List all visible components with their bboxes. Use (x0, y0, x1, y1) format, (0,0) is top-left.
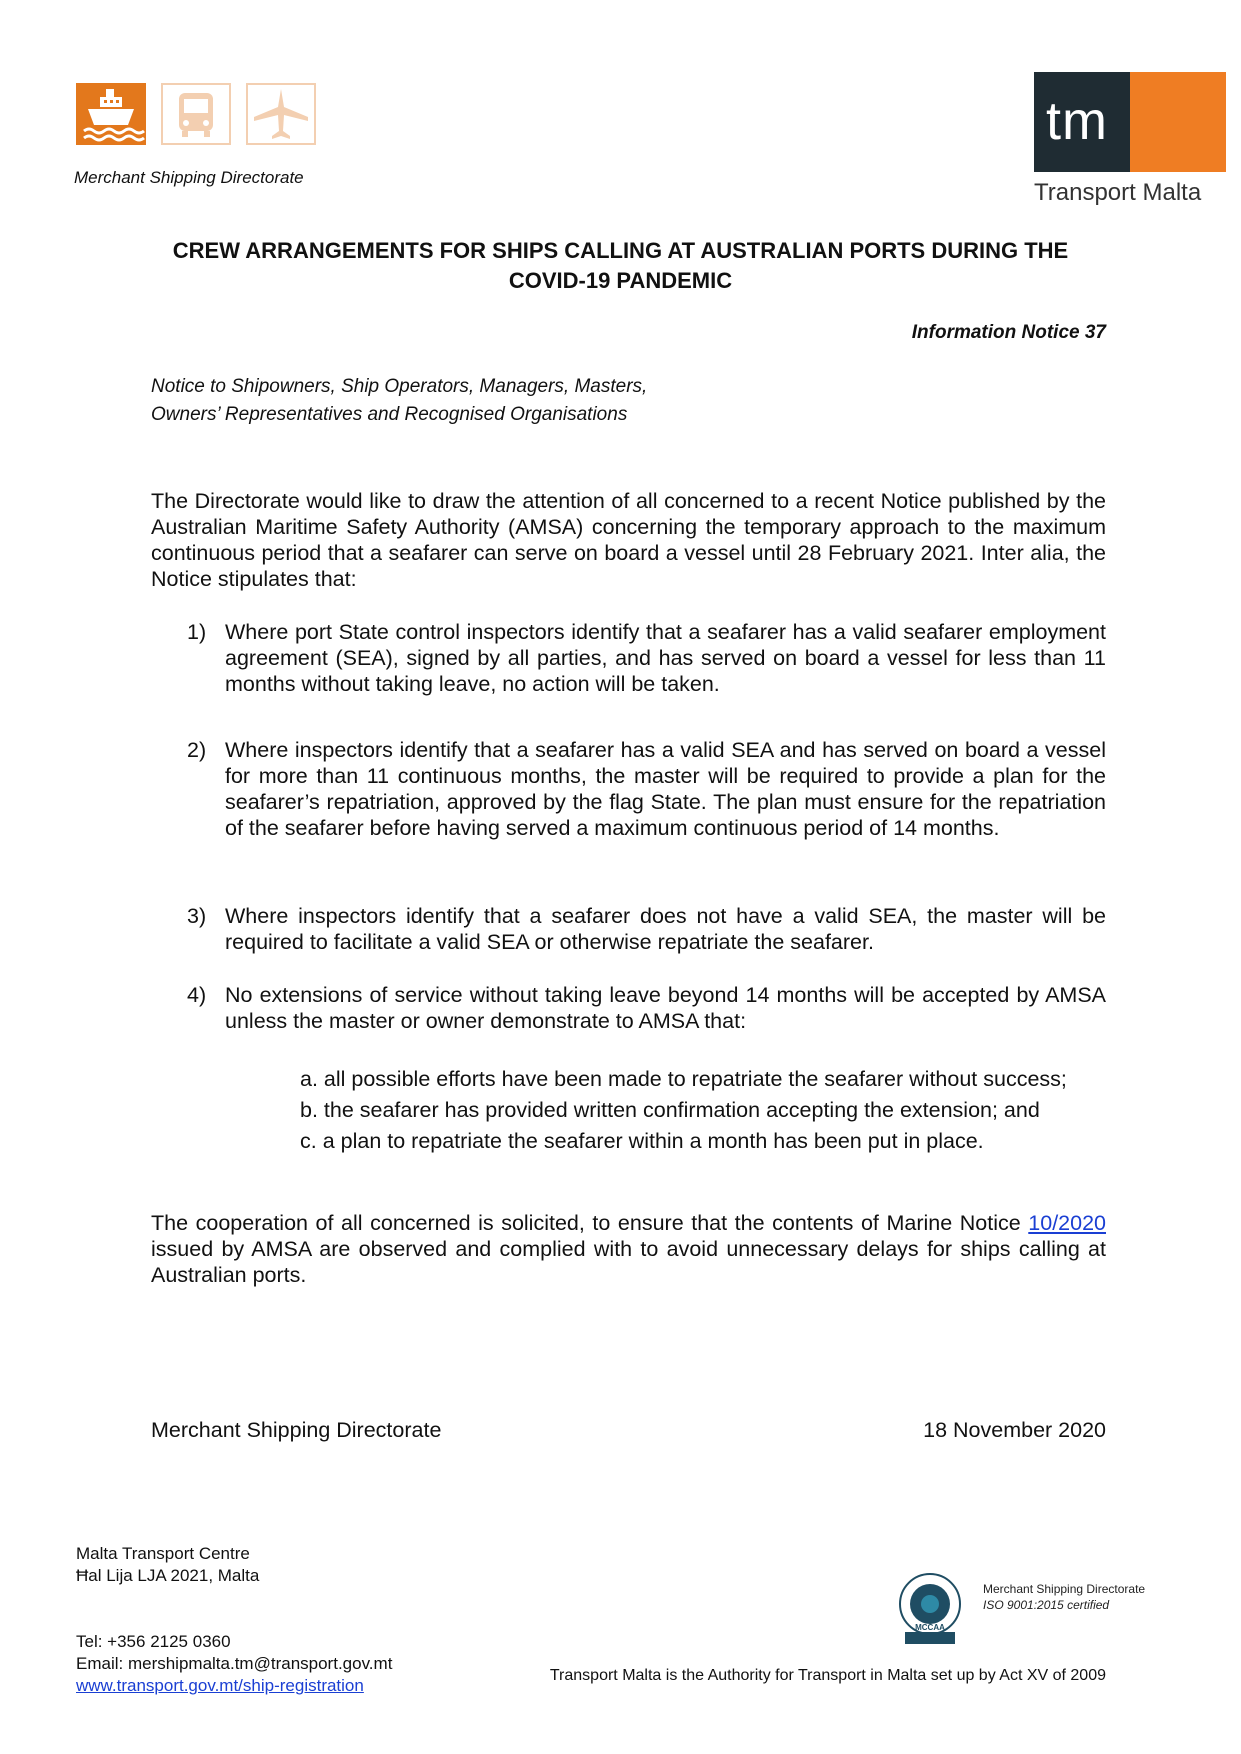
ship-icon (76, 83, 146, 145)
plane-icon (246, 83, 316, 145)
sub-list-item: a. all possible efforts have been made to repatriate the seafarer without success; (300, 1067, 1067, 1091)
addressees-line-1: Notice to Shipowners, Ship Operators, Managers, Masters, (151, 376, 648, 397)
footer-email: Email: mershipmalta.tm@transport.gov.mt (76, 1654, 393, 1673)
addressees (151, 373, 647, 429)
authority-statement: Transport Malta is the Authority for Transport in Malta set up by Act XV of 2009 (549, 1667, 1106, 1684)
iso-certification-badge (895, 1570, 965, 1646)
footer-contact (76, 1631, 392, 1697)
sub-list (300, 1064, 1067, 1157)
list-item-text: Where inspectors identify that a seafarer does not have a valid SEA, the master will be required to facilitate a valid SEA or otherwise repatriate the seafarer. (225, 904, 1106, 954)
iso-line-1: Merchant Shipping Directorate (983, 1582, 1146, 1596)
footer-address-line-2: Ħal Lija LJA 2021, Malta (76, 1566, 260, 1585)
signature: Merchant Shipping Directorate (151, 1418, 442, 1442)
sub-list-item: b. the seafarer has provided written confirmation accepting the extension; and (300, 1098, 1040, 1122)
list-item-text: Where inspectors identify that a seafarer has a valid SEA and has served on board a vessel for more than 11 continuous months, the master will be required to provide a plan for the seafarer’s repatriation, approved by the flag State. The plan must ensure for the repatriation of the seafarer before having served a maximum continuous period of 14 months. (225, 738, 1106, 840)
notice-date: 18 November 2020 (923, 1418, 1106, 1442)
list-item (187, 903, 1106, 955)
closing-paragraph (151, 1210, 1106, 1288)
list-item-number: 3) (187, 904, 207, 928)
closing-text-after: issued by AMSA are observed and complied with to avoid unnecessary delays for ships calling at Australian ports. (151, 1237, 1106, 1287)
list-item-number: 4) (187, 983, 207, 1007)
title-line-2: COVID-19 PANDEMIC (508, 268, 733, 293)
footer-tel: Tel: +356 2125 0360 (76, 1632, 231, 1651)
logo-orange-block (1130, 72, 1226, 172)
list-item-number: 1) (187, 620, 207, 644)
list-item (187, 982, 1106, 1034)
iso-text (983, 1581, 1145, 1613)
directorate-caption: Merchant Shipping Directorate (74, 168, 304, 187)
sub-list-item: c. a plan to repatriate the seafarer within a month has been put in place. (300, 1129, 984, 1153)
list-item-text: No extensions of service without taking leave beyond 14 months will be accepted by AMSA unless the master or owner demonstrate to AMSA that: (225, 983, 1106, 1033)
list-item (187, 619, 1106, 697)
intro-paragraph: The Directorate would like to draw the attention of all concerned to a recent Notice published by the Australian Maritime Safety Authority (AMSA) concerning the temporary approach to the maximum continuous period that a seafarer can serve on board a vessel until 28 February 2021. Inter alia, the Notice stipulates that: (151, 489, 1106, 591)
title-line-1: CREW ARRANGEMENTS FOR SHIPS CALLING AT AUSTRALIAN PORTS DURING THE (172, 238, 1069, 263)
footer-address (76, 1543, 259, 1587)
logo-name: Transport Malta (1034, 179, 1202, 206)
list-item-text: Where port State control inspectors identify that a seafarer has a valid seafarer employment agreement (SEA), signed by all parties, and has served on board a vessel for less than 11 months without taking leave, no action will be taken. (225, 620, 1106, 696)
notice-number: Information Notice 37 (911, 322, 1106, 343)
footer-website-link[interactable]: www.transport.gov.mt/ship-registration (76, 1676, 364, 1695)
footer-address-line-1: Malta Transport Centre (76, 1544, 250, 1563)
logo-letters: tm (1046, 91, 1108, 151)
list-item (187, 737, 1106, 841)
bus-icon (161, 83, 231, 145)
badge-text: MCCAA (915, 1623, 945, 1632)
document-title (140, 236, 1101, 296)
list-item-number: 2) (187, 738, 207, 762)
iso-line-2: ISO 9001:2015 certified (983, 1598, 1110, 1612)
marine-notice-link[interactable]: 10/2020 (1028, 1211, 1106, 1235)
addressees-line-2: Owners’ Representatives and Recognised Organisations (151, 404, 628, 425)
closing-text-before: The cooperation of all concerned is solicited, to ensure that the contents of Marine Notice (151, 1211, 1029, 1235)
